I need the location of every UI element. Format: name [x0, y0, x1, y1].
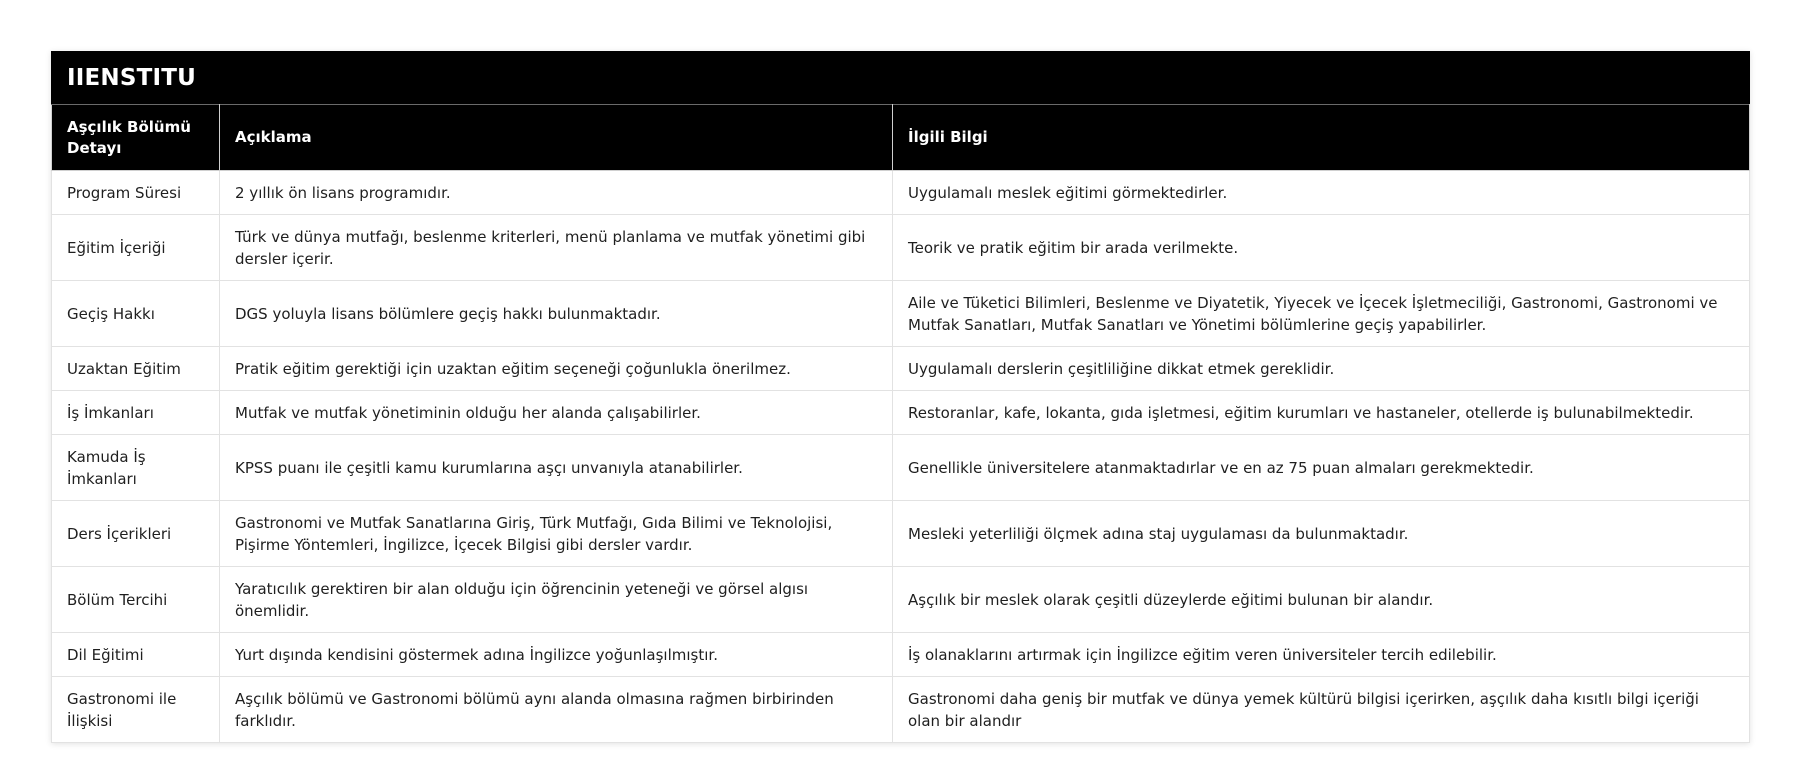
table-cell-description: DGS yoluyla lisans bölümlere geçiş hakkı bulunmaktadır.: [220, 281, 893, 347]
table-cell-description: KPSS puanı ile çeşitli kamu kurumlarına aşçı unvanıyla atanabilirler.: [220, 435, 893, 501]
table-cell-detail: Gastronomi ile İlişkisi: [52, 677, 220, 743]
table-cell-related-info: Genellikle üniversitelere atanmaktadırlar ve en az 75 puan almaları gerekmektedir.: [893, 435, 1750, 501]
table-cell-description: Aşçılık bölümü ve Gastronomi bölümü aynı alanda olmasına rağmen birbirinden farklıdır.: [220, 677, 893, 743]
table-cell-detail: Ders İçerikleri: [52, 501, 220, 567]
table-cell-related-info: Aile ve Tüketici Bilimleri, Beslenme ve Diyatetik, Yiyecek ve İçecek İşletmeciliği, Gastronomi, Gastronomi ve Mutfak Sanatları, Mutfak Sanatları ve Yönetimi bölümlerine geçiş yapabilirler.: [893, 281, 1750, 347]
table-row: [52, 435, 1750, 501]
table-cell-related-info: İş olanaklarını artırmak için İngilizce eğitim veren üniversiteler tercih edilebilir.: [893, 633, 1750, 677]
table-cell-description: Pratik eğitim gerektiği için uzaktan eğitim seçeneği çoğunlukla önerilmez.: [220, 347, 893, 391]
table-cell-description: Türk ve dünya mutfağı, beslenme kriterleri, menü planlama ve mutfak yönetimi gibi dersler içerir.: [220, 215, 893, 281]
table-cell-detail: Eğitim İçeriği: [52, 215, 220, 281]
info-table: [51, 104, 1750, 743]
table-cell-description: Yaratıcılık gerektiren bir alan olduğu için öğrencinin yeteneği ve görsel algısı önemlidir.: [220, 567, 893, 633]
table-cell-related-info: Gastronomi daha geniş bir mutfak ve dünya yemek kültürü bilgisi içerirken, aşçılık daha kısıtlı bilgi içeriği olan bir alandır: [893, 677, 1750, 743]
table-cell-related-info: Uygulamalı meslek eğitimi görmektedirler.: [893, 171, 1750, 215]
table-row: [52, 567, 1750, 633]
table-row: [52, 281, 1750, 347]
table-row: [52, 347, 1750, 391]
table-row: [52, 215, 1750, 281]
table-cell-related-info: Mesleki yeterliliği ölçmek adına staj uygulaması da bulunmaktadır.: [893, 501, 1750, 567]
table-cell-related-info: Uygulamalı derslerin çeşitliliğine dikkat etmek gereklidir.: [893, 347, 1750, 391]
table-cell-detail: İş İmkanları: [52, 391, 220, 435]
table-cell-detail: Program Süresi: [52, 171, 220, 215]
table-row: [52, 677, 1750, 743]
info-table-card: [51, 51, 1750, 743]
column-header-detail: Aşçılık Bölümü Detayı: [52, 105, 220, 171]
table-cell-detail: Kamuda İş İmkanları: [52, 435, 220, 501]
table-row: [52, 171, 1750, 215]
table-cell-description: Gastronomi ve Mutfak Sanatlarına Giriş, Türk Mutfağı, Gıda Bilimi ve Teknolojisi, Pişirme Yöntemleri, İngilizce, İçecek Bilgisi gibi dersler vardır.: [220, 501, 893, 567]
table-cell-description: Mutfak ve mutfak yönetiminin olduğu her alanda çalışabilirler.: [220, 391, 893, 435]
table-row: [52, 391, 1750, 435]
table-cell-detail: Dil Eğitimi: [52, 633, 220, 677]
table-cell-related-info: Teorik ve pratik eğitim bir arada verilmekte.: [893, 215, 1750, 281]
column-header-description: Açıklama: [220, 105, 893, 171]
table-cell-related-info: Aşçılık bir meslek olarak çeşitli düzeylerde eğitimi bulunan bir alandır.: [893, 567, 1750, 633]
table-cell-detail: Geçiş Hakkı: [52, 281, 220, 347]
table-header-row: [52, 105, 1750, 171]
table-row: [52, 633, 1750, 677]
column-header-related-info: İlgili Bilgi: [893, 105, 1750, 171]
table-cell-detail: Bölüm Tercihi: [52, 567, 220, 633]
table-cell-detail: Uzaktan Eğitim: [52, 347, 220, 391]
table-cell-description: Yurt dışında kendisini göstermek adına İngilizce yoğunlaşılmıştır.: [220, 633, 893, 677]
table-row: [52, 501, 1750, 567]
table-cell-related-info: Restoranlar, kafe, lokanta, gıda işletmesi, eğitim kurumları ve hastaneler, otellerde iş bulunabilmektedir.: [893, 391, 1750, 435]
brand-title: IIENSTITU: [51, 51, 1750, 104]
table-cell-description: 2 yıllık ön lisans programıdır.: [220, 171, 893, 215]
